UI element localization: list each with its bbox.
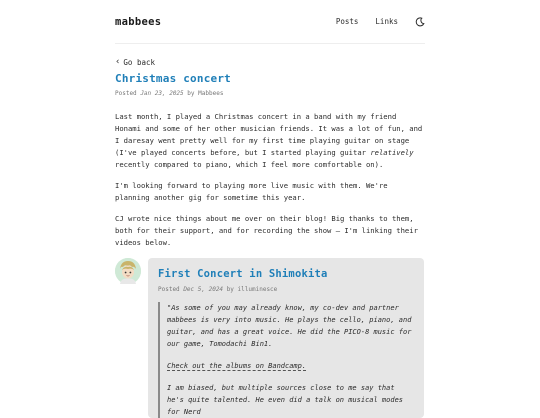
nav-links-link[interactable]: Links [375, 17, 398, 26]
post-paragraph-1-text-end: recently compared to piano, which I feel more comfortable on). [115, 160, 384, 169]
quote-paragraph-1: "As some of you may already know, my co-dev and partner mabbees is very into music. He plays the cello, piano, and guitar, and has a great voice. He did the PICO-8 music for our game, Tomodachi Bin1. [167, 304, 412, 348]
post-paragraph-2: I'm looking forward to playing more live music with them. We're planning another gig for sometime this year. [115, 181, 388, 202]
post-paragraph-1-emphasis: relatively [370, 148, 414, 157]
post-date: Jan 23, 2025 [140, 90, 184, 97]
post-paragraph-1 [115, 111, 425, 171]
page [115, 0, 425, 418]
go-back-link[interactable] [115, 58, 425, 67]
site-brand[interactable]: mabbees [115, 16, 162, 28]
embedded-post-meta [158, 286, 415, 293]
post-paragraph-3: CJ wrote nice things about me over on their blog! Big thanks to them, both for their support, and for recording the show — I'm linking their videos below. [115, 214, 418, 247]
post-title: Christmas concert [115, 72, 231, 85]
embedded-meta-by: by [226, 286, 234, 293]
chevron-left-icon: ‹ [115, 57, 121, 67]
embedded-post-card [148, 258, 424, 418]
site-header [115, 0, 425, 44]
site-nav [336, 17, 425, 27]
post-author: Mabbees [198, 90, 224, 97]
moon-icon[interactable] [415, 17, 425, 27]
quote-paragraph-link [167, 360, 415, 372]
quote-paragraph-2: I am biased, but multiple sources close to me say that he's quite talented. He even did a talk on musical modes for Nerd [167, 384, 404, 416]
avatar-icon[interactable] [115, 258, 141, 284]
embedded-post-date: Dec 5, 2024 [183, 286, 224, 293]
go-back-label: Go back [123, 58, 156, 67]
post-meta [115, 90, 425, 97]
embedded-meta-prefix: Posted [158, 286, 180, 293]
post-meta-prefix: Posted [115, 90, 137, 97]
embedded-quote [158, 302, 415, 418]
post-paragraph-1-text: Last month, I played a Christmas concert in a band with my friend Honami and some of her other musician friends. It was a lot of fun, and I daresay went pretty well for my first time playing guitar on stage (I've played concerts before, but I started playing guitar [115, 112, 423, 157]
embedded-post-author: illuminesce [237, 286, 278, 293]
embedded-post [115, 258, 425, 418]
post-meta-by: by [187, 90, 195, 97]
bandcamp-link[interactable]: Check out the albums on Bandcamp. [167, 362, 307, 370]
embedded-post-title[interactable]: First Concert in Shimokita [158, 268, 328, 280]
nav-posts-link[interactable]: Posts [335, 17, 359, 26]
